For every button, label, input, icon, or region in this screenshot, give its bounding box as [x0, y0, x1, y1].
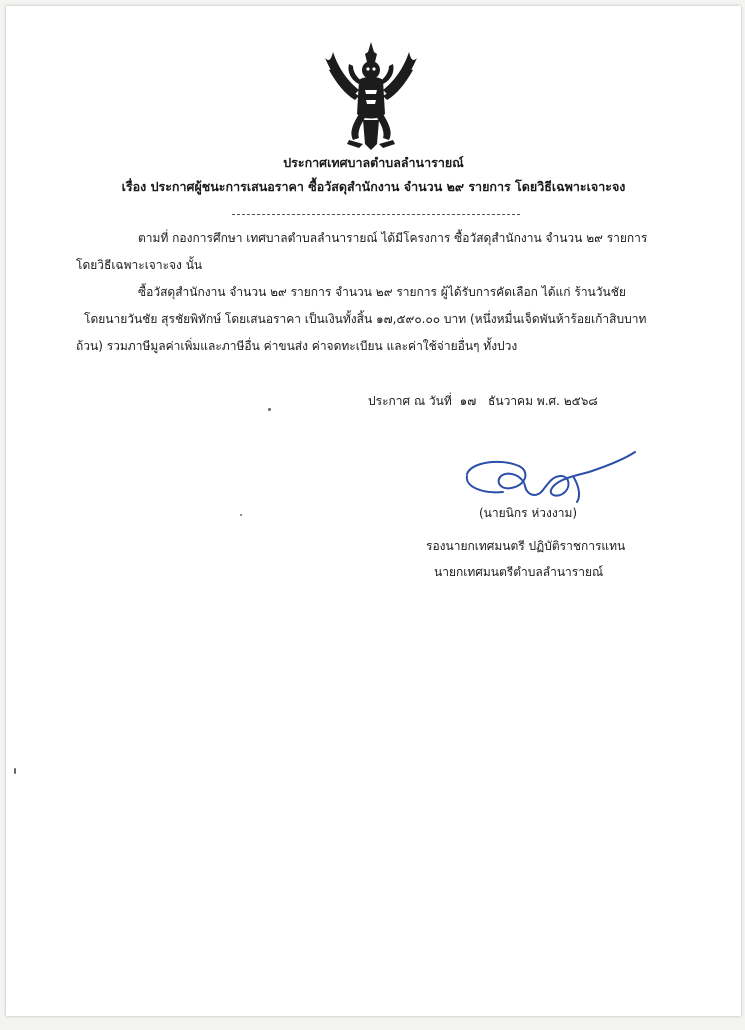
signer-name: (นายนิกร ห่วงงาม)	[479, 506, 578, 520]
document-subject: เรื่อง ประกาศผู้ชนะการเสนอราคา ซื้อวัสดุสำนักงาน จำนวน ๒๙ รายการ โดยวิธีเฉพาะเจาะจง	[121, 179, 626, 194]
announce-prefix: ประกาศ ณ วันที่	[368, 394, 452, 408]
paragraph-2-line-3: ถ้วน) รวมภาษีมูลค่าเพิ่มและภาษีอื่น ค่าขนส่ง ค่าจดทะเบียน และค่าใช้จ่ายอื่นๆ ทั้งปวง	[76, 339, 518, 353]
garuda-emblem-icon	[319, 40, 423, 152]
scan-speck	[14, 768, 16, 774]
announce-date	[368, 393, 598, 409]
signer-position-line-1: รองนายกเทศมนตรี ปฏิบัติราชการแทน	[426, 539, 626, 553]
scan-speck	[240, 514, 242, 516]
paragraph-2-line-2: โดยนายวันชัย สุรชัยพิทักษ์ โดยเสนอราคา เป็นเงินทั้งสิ้น ๑๗,๕๙๐.๐๐ บาท (หนึ่งหมื่นเจ็ดพันห้าร้อยเก้าสิบบาท	[84, 312, 647, 326]
handwritten-signature	[461, 446, 641, 504]
document-page	[6, 6, 741, 1016]
document-title: ประกาศเทศบาลตำบลลำนารายณ์	[283, 155, 464, 170]
announce-day: ๑๗	[459, 394, 477, 408]
paragraph-1-line-2: โดยวิธีเฉพาะเจาะจง นั้น	[76, 258, 203, 272]
scan-speck	[268, 408, 271, 411]
announce-month-year: ธันวาคม พ.ศ. ๒๕๖๘	[488, 394, 598, 408]
paragraph-2-line-1: ซื้อวัสดุสำนักงาน จำนวน ๒๙ รายการ จำนวน ๒๙ รายการ ผู้ได้รับการคัดเลือก ได้แก่ ร้านวันชัย	[138, 285, 626, 299]
signer-position-line-2: นายกเทศมนตรีตำบลลำนารายณ์	[434, 565, 604, 579]
paragraph-1-line-1: ตามที่ กองการศึกษา เทศบาลตำบลลำนารายณ์ ได้มีโครงการ ซื้อวัสดุสำนักงาน จำนวน ๒๙ รายการ	[138, 231, 648, 245]
separator-line	[232, 214, 520, 215]
